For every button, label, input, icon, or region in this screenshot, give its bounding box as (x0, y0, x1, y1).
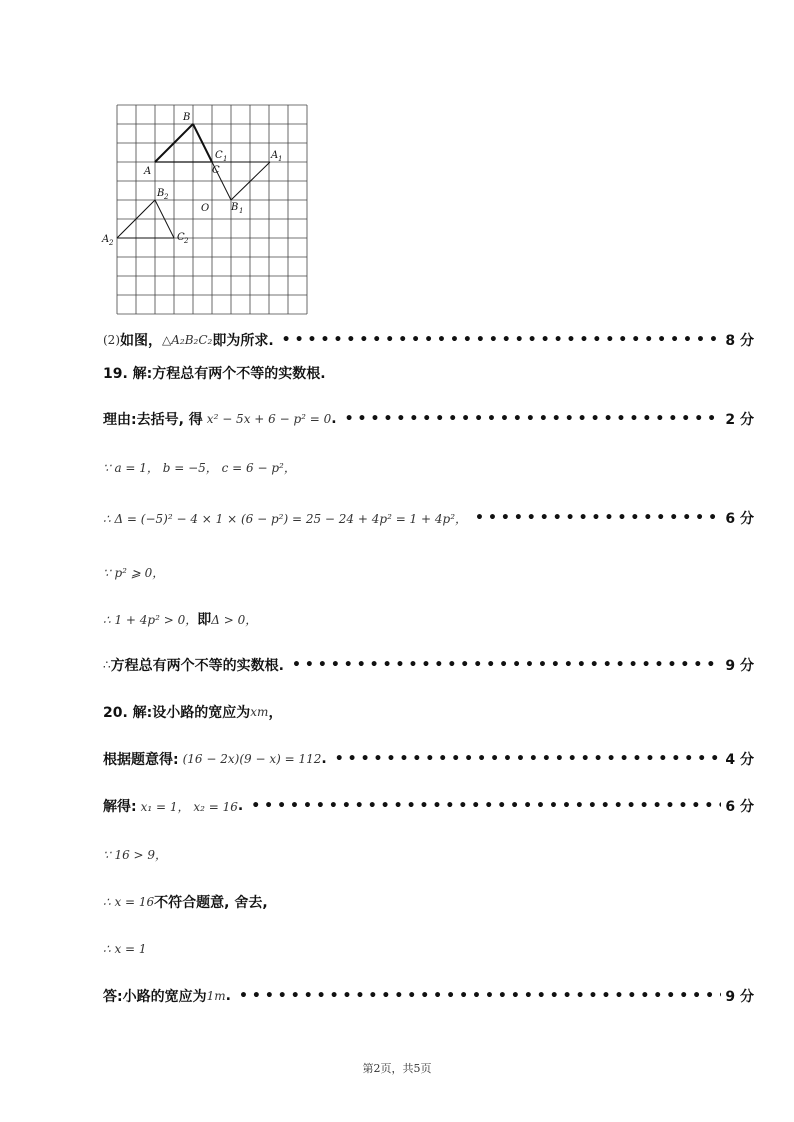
line-suffix: ， (268, 705, 283, 721)
line-suffix: 即为所求. (212, 333, 274, 349)
label-a: A (144, 166, 152, 177)
label-b1-sub: 1 (239, 207, 244, 215)
line-math: ∵ 16 > 9， (103, 847, 168, 862)
line-math-2: Δ > 0， (211, 612, 258, 627)
answer-line-20-compare (103, 843, 754, 865)
answer-line-19-reason (103, 408, 754, 430)
label-a2: A (102, 234, 110, 245)
line-prefix: (2) (103, 333, 120, 347)
leader-dots (292, 654, 721, 676)
answer-line-19-positive (103, 608, 754, 630)
line-text: 理由:去括号, 得 (103, 412, 203, 428)
answer-line-20-answer (103, 985, 754, 1007)
label-b2-sub: 2 (164, 193, 169, 201)
answer-line-19-nonneg (103, 561, 754, 583)
label-o: O (201, 203, 210, 214)
score-label: 8 分 (725, 333, 754, 349)
line-text: 如图， (120, 333, 162, 349)
score-label: 6 分 (725, 799, 754, 815)
answer-line-20-accept (103, 938, 754, 960)
label-c2-sub: 2 (184, 237, 189, 245)
label-c1: C (215, 150, 223, 161)
line-math: △A₂B₂C₂ (162, 333, 213, 347)
line-math: 1m (206, 989, 226, 1003)
leader-dots (335, 748, 722, 770)
label-c1-sub: 1 (223, 155, 228, 163)
line-suffix: . (321, 751, 327, 767)
leader-dots (475, 507, 721, 529)
answer-line-18-2 (103, 329, 754, 351)
score-label: 4 分 (725, 752, 754, 768)
line-text: 答:小路的宽应为 (103, 989, 207, 1005)
answer-line-19-coeffs (103, 456, 754, 478)
answer-line-20-equation (103, 748, 754, 770)
answer-line-19-heading (103, 362, 754, 384)
line-text: 不符合题意, 舍去, (154, 895, 268, 911)
score-label: 9 分 (725, 658, 754, 674)
leader-dots (282, 329, 722, 351)
line-text: 解得: (103, 799, 137, 815)
line-suffix: . (237, 798, 244, 814)
answer-line-19-conclusion (103, 654, 754, 676)
line-math: ∴ x = 1 (103, 942, 147, 956)
answer-line-20-heading (103, 701, 754, 723)
line-math: (16 − 2x)(9 − x) = 112 (182, 752, 322, 766)
page-footer: 第2页，共5页 (362, 1062, 432, 1075)
label-a2-sub: 2 (109, 239, 114, 247)
line-math: ∴ x = 16 (103, 895, 155, 909)
line-math: x² − 5x + 6 − p² = 0 (206, 412, 332, 426)
label-a1-sub: 1 (278, 155, 283, 163)
line-math: x₁ = 1， x₂ = 16 (140, 799, 238, 814)
line-math: xm (250, 705, 269, 719)
line-text: 19. 解:方程总有两个不等的实数根. (103, 366, 326, 382)
score-label: 6 分 (725, 511, 754, 527)
line-prefix: ∴ (103, 658, 111, 672)
label-c: C (212, 165, 220, 176)
line-suffix: . (331, 411, 337, 427)
label-c2: C (177, 232, 185, 243)
leader-dots (239, 985, 721, 1007)
answer-line-20-reject (103, 891, 754, 913)
label-b: B (183, 112, 191, 123)
line-math: ∵ p² ⩾ 0， (103, 565, 165, 580)
answer-line-20-solve (103, 795, 754, 817)
line-text: 20. 解:设小路的宽应为 (103, 705, 251, 721)
label-a1: A (271, 150, 279, 161)
score-label: 9 分 (725, 989, 754, 1005)
label-b2: B (157, 188, 165, 199)
line-math: ∴ Δ = (−5)² − 4 × 1 × (6 − p²) = 25 − 24 + 4p² = 1 + 4p²， (103, 511, 468, 526)
line-text: 即 (197, 612, 212, 628)
line-math: ∵ a = 1， b = −5， c = 6 − p²， (103, 460, 296, 475)
line-math: ∴ 1 + 4p² > 0， (103, 612, 198, 627)
leader-dots (345, 408, 722, 430)
label-b1: B (231, 202, 239, 213)
score-label: 2 分 (725, 412, 754, 428)
line-text: 方程总有两个不等的实数根. (110, 658, 284, 674)
leader-dots (251, 795, 721, 817)
answer-line-19-discriminant (103, 507, 754, 529)
coordinate-grid-figure (100, 100, 315, 318)
grid-svg (100, 100, 315, 318)
line-suffix: . (225, 988, 231, 1004)
line-text: 根据题意得: (103, 752, 179, 768)
